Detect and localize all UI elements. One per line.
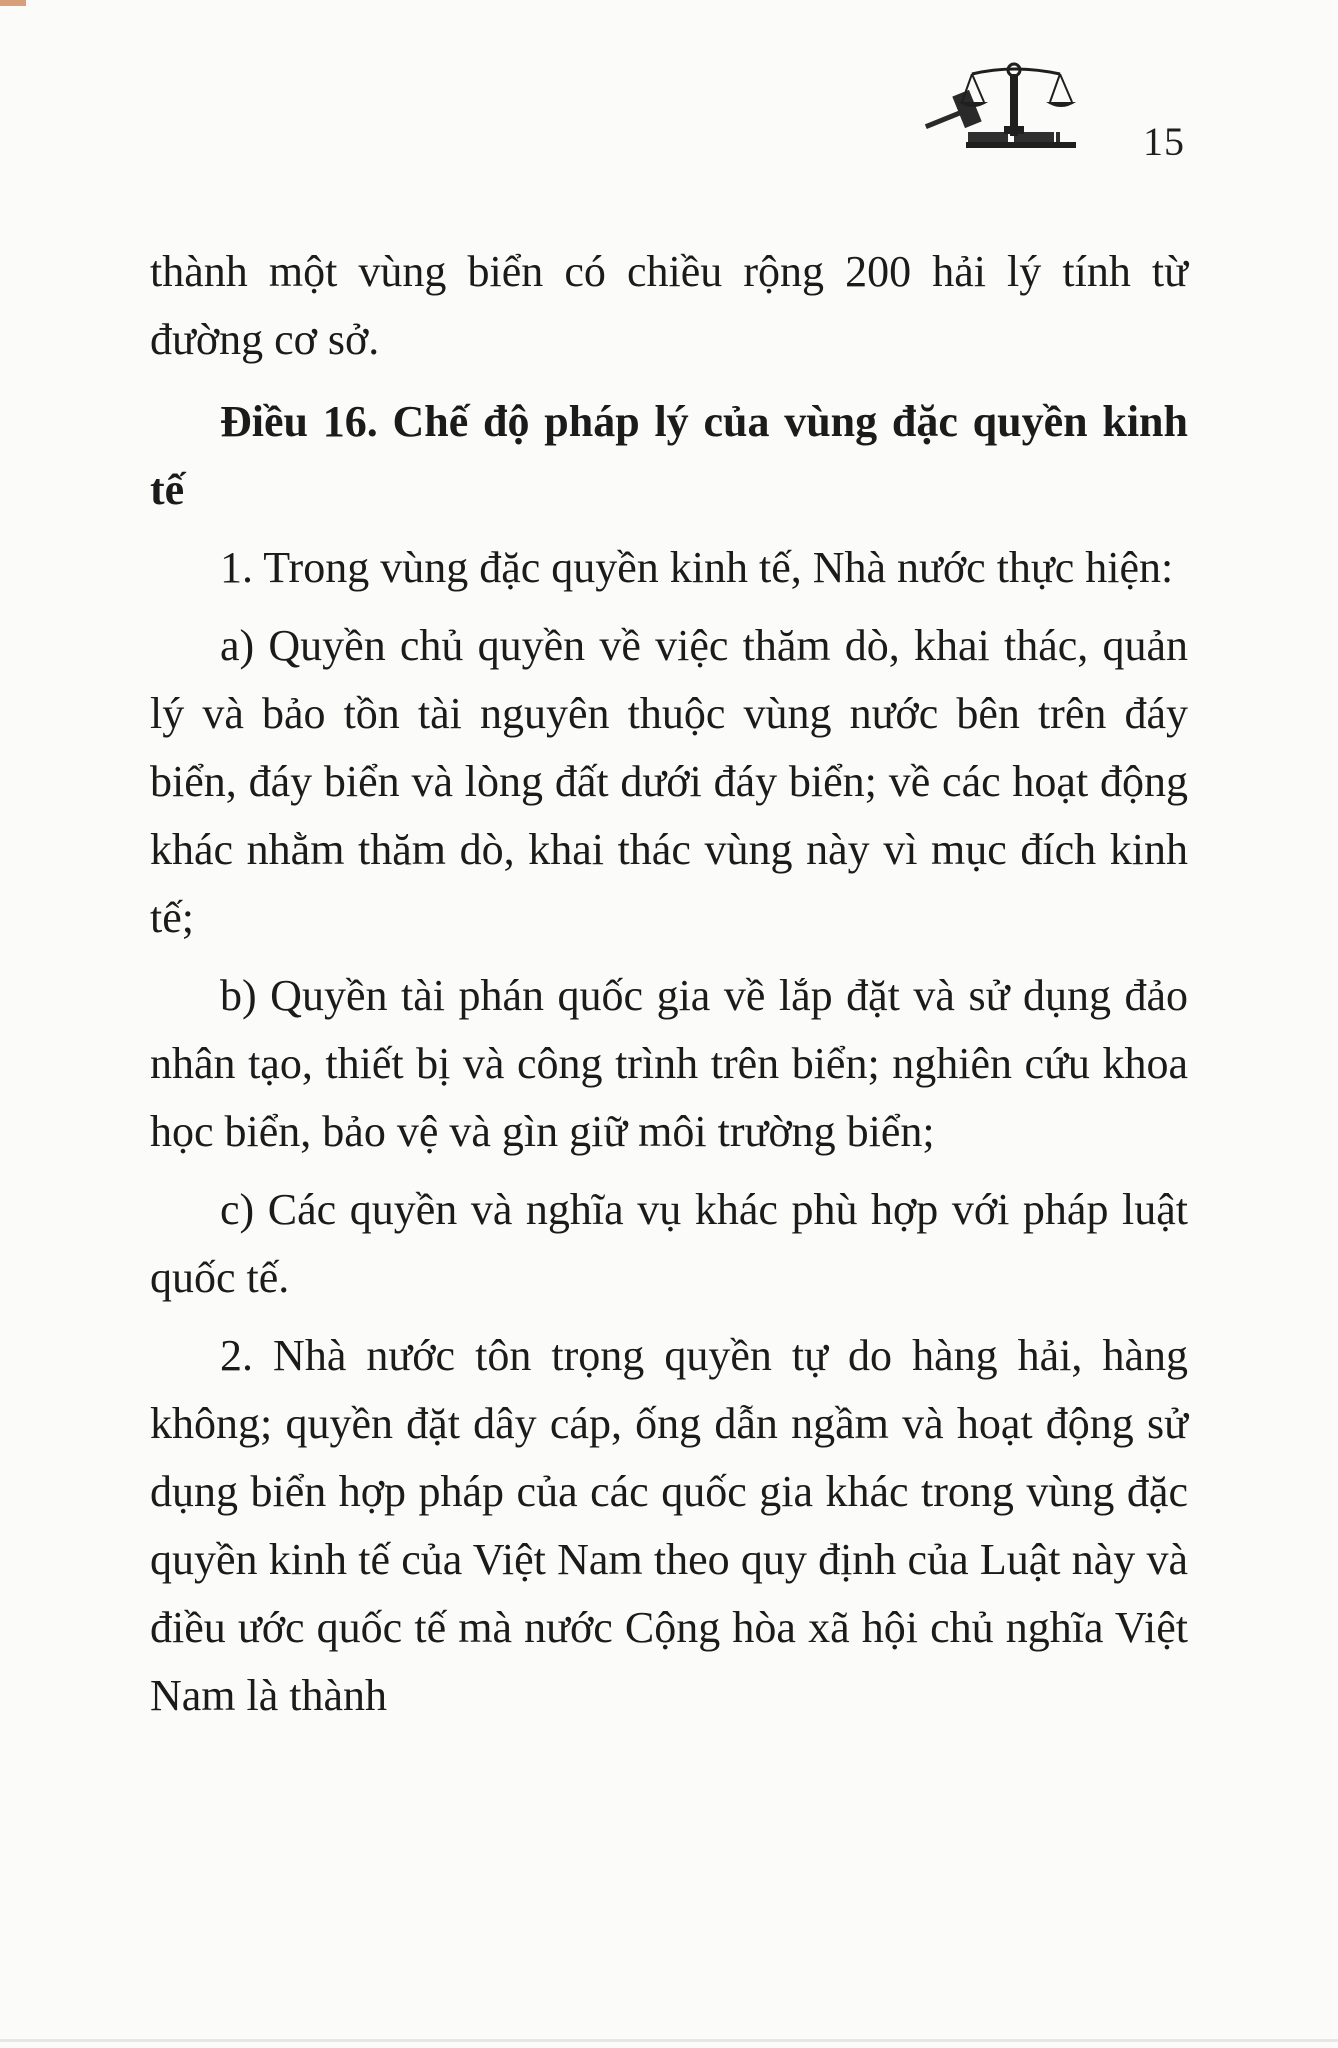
scales-of-justice-icon bbox=[910, 52, 1090, 172]
clause-1c: c) Các quyền và nghĩa vụ khác phù hợp với pháp luật quốc tế. bbox=[150, 1185, 1188, 1302]
article-heading: Điều 16. Chế độ pháp lý của vùng đặc quyền kinh tế bbox=[150, 397, 1188, 514]
page-body bbox=[150, 238, 1188, 1730]
clause-1a: a) Quyền chủ quyền về việc thăm dò, khai thác, quản lý và bảo tồn tài nguyên thuộc vùng nước bên trên đáy biển, đáy biển và lòng đất dưới đáy biển; về các hoạt động khác nhằm thăm dò, khai thác vùng này vì mục đích kinh tế; bbox=[150, 621, 1188, 942]
clause-2: 2. Nhà nước tôn trọng quyền tự do hàng hải, hàng không; quyền đặt dây cáp, ống dẫn ngầm và hoạt động sử dụng biển hợp pháp của các quốc gia khác trong vùng đặc quyền kinh tế của Việt Nam theo quy định của Luật này và điều ước quốc tế mà nước Cộng hòa xã hội chủ nghĩa Việt Nam là thành bbox=[150, 1331, 1188, 1720]
clause-1b: b) Quyền tài phán quốc gia về lắp đặt và sử dụng đảo nhân tạo, thiết bị và công trình trên biển; nghiên cứu khoa học biển, bảo vệ và gìn giữ môi trường biển; bbox=[150, 971, 1188, 1156]
page-number: 15 bbox=[1143, 119, 1185, 164]
paragraph-continuation: thành một vùng biển có chiều rộng 200 hải lý tính từ đường cơ sở. bbox=[150, 247, 1188, 364]
page-bottom-edge bbox=[0, 2039, 1338, 2042]
clause-1: 1. Trong vùng đặc quyền kinh tế, Nhà nước thực hiện: bbox=[220, 543, 1174, 592]
page-header bbox=[0, 0, 1338, 180]
